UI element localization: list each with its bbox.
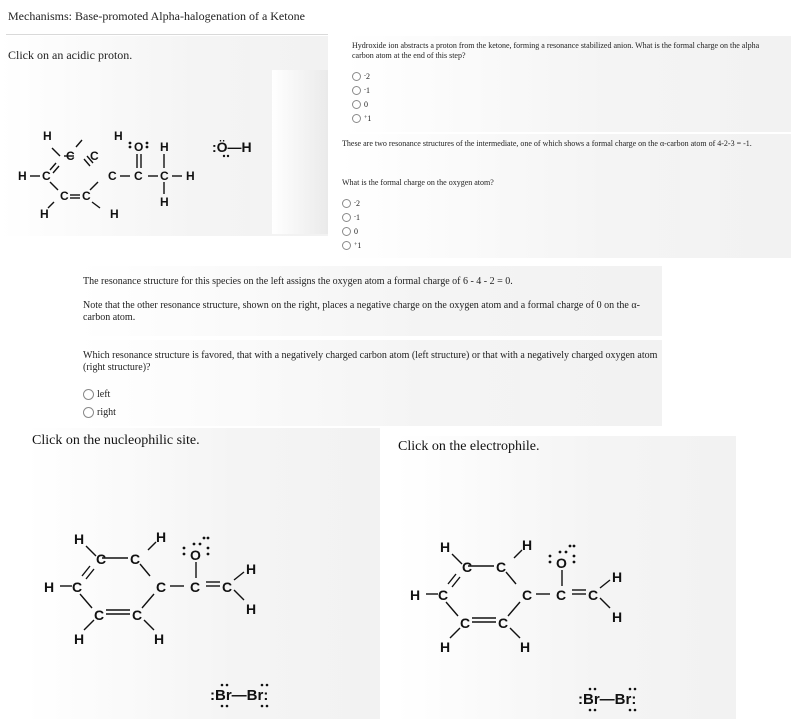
atom-label[interactable]: H: [110, 207, 119, 221]
atom-label: C: [60, 189, 69, 203]
radio-button[interactable]: [83, 389, 94, 400]
atom-label[interactable]: H: [154, 631, 165, 647]
panel2-prompt: Click on the nucleophilic site.: [32, 433, 200, 448]
question1-options: [352, 69, 371, 125]
atom-label[interactable]: H: [114, 129, 123, 143]
atom-label: C: [460, 615, 471, 631]
radio-button[interactable]: [352, 72, 361, 81]
atom-label: C: [496, 559, 507, 575]
q1-option-neg2[interactable]: - 2: [352, 69, 371, 83]
atom-label: C: [190, 579, 201, 595]
bromine-label: :Br—Br:: [578, 691, 637, 708]
bromine-molecule-left[interactable]: [210, 680, 290, 708]
atom-label[interactable]: H: [612, 609, 623, 625]
atom-label: C: [134, 169, 143, 183]
hydroxide-label: :Ö—H: [212, 139, 252, 155]
title-divider: [6, 34, 328, 35]
atom-label: C: [90, 149, 99, 163]
atom-label: C: [438, 587, 449, 603]
atom-label: C: [66, 149, 75, 163]
atom-label[interactable]: H: [74, 631, 85, 647]
q1-option-0[interactable]: 0: [352, 97, 371, 111]
explanation-paragraph-2: Note that the other resonance structure, shown on the right, places a negative charge on the oxygen atom and a formal charge of 0 on the α-carbon atom.: [83, 300, 640, 323]
atom-label[interactable]: H: [612, 569, 623, 585]
radio-button[interactable]: [352, 114, 361, 123]
panel3-prompt: Click on the electrophile.: [398, 439, 540, 454]
atom-label: C: [556, 587, 567, 603]
panel1-prompt: Click on an acidic proton.: [8, 48, 133, 62]
radio-button[interactable]: [352, 86, 361, 95]
atom-label: C: [94, 607, 105, 623]
q3-option-right[interactable]: right: [83, 403, 116, 421]
q3-option-left[interactable]: left: [83, 385, 116, 403]
oxygen-atom[interactable]: O: [134, 140, 144, 154]
q1-option-neg1[interactable]: - 1: [352, 83, 371, 97]
question2-text: What is the formal charge on the oxygen atom?: [342, 178, 494, 187]
atom-label: C: [72, 579, 83, 595]
bromine-molecule-right[interactable]: [578, 684, 660, 714]
q2-option-neg1[interactable]: - 1: [342, 210, 361, 224]
question3-options: [83, 385, 116, 421]
atom-label[interactable]: H: [43, 129, 52, 143]
atom-label: C: [462, 559, 473, 575]
atom-label[interactable]: H: [186, 169, 195, 183]
q1-option-pos1[interactable]: + 1: [352, 111, 371, 125]
oxygen-atom[interactable]: O: [556, 555, 567, 571]
radio-button[interactable]: [83, 407, 94, 418]
panel1-right-shade: [272, 70, 328, 234]
ketone-structure[interactable]: [10, 118, 210, 228]
enolate-structure-nucleophile[interactable]: [44, 528, 274, 648]
question1-text: Hydroxide ion abstracts a proton from the ketone, forming a resonance stabilized anion. What is the formal charge on the alpha carbon atom at the end of this step?: [352, 41, 760, 60]
atom-label: C: [96, 551, 107, 567]
atom-label[interactable]: H: [246, 561, 257, 577]
radio-button[interactable]: [342, 241, 351, 250]
atom-label[interactable]: H: [440, 639, 451, 655]
hydroxide-structure[interactable]: [212, 134, 272, 160]
enolate-structure-electrophile[interactable]: [410, 536, 640, 656]
page-title: Mechanisms: Base-promoted Alpha-halogenation of a Ketone: [8, 9, 305, 23]
bromine-label: :Br—Br:: [210, 687, 269, 704]
atom-label: C: [108, 169, 117, 183]
atom-label[interactable]: H: [74, 531, 85, 547]
atom-label[interactable]: H: [160, 195, 169, 209]
atom-label[interactable]: H: [246, 601, 257, 617]
atom-label[interactable]: H: [520, 639, 531, 655]
question3-text: Which resonance structure is favored, that with a negatively charged carbon atom (left structure) or that with a negatively charged oxygen atom (right structure)?: [83, 350, 658, 373]
q2-option-0[interactable]: 0: [342, 224, 361, 238]
atom-label[interactable]: H: [44, 579, 55, 595]
atom-label: C: [82, 189, 91, 203]
question2-intro: These are two resonance structures of the intermediate, one of which shows a formal charge on the α-carbon atom of 4-2-3 = -1.: [342, 139, 752, 148]
atom-label: C: [132, 607, 143, 623]
atom-label[interactable]: H: [410, 587, 421, 603]
q2-option-pos1[interactable]: + 1: [342, 238, 361, 252]
explanation-paragraph-1: The resonance structure for this species on the left assigns the oxygen atom a formal charge of 6 - 4 - 2 = 0.: [83, 276, 513, 287]
atom-label: C: [42, 169, 51, 183]
atom-label[interactable]: H: [522, 537, 533, 553]
alpha-carbon[interactable]: C: [588, 587, 599, 603]
atom-label: C: [498, 615, 509, 631]
question2-panel: [340, 134, 791, 258]
atom-label[interactable]: H: [440, 539, 451, 555]
atom-label: C: [130, 551, 141, 567]
atom-label: C: [522, 587, 533, 603]
atom-label[interactable]: H: [40, 207, 49, 221]
radio-button[interactable]: [342, 227, 351, 236]
q2-option-neg2[interactable]: - 2: [342, 196, 361, 210]
radio-button[interactable]: [342, 199, 351, 208]
radio-button[interactable]: [342, 213, 351, 222]
alpha-carbon[interactable]: C: [222, 579, 233, 595]
alpha-carbon[interactable]: C: [160, 169, 169, 183]
oxygen-atom[interactable]: O: [190, 547, 201, 563]
atom-label[interactable]: H: [156, 529, 167, 545]
radio-button[interactable]: [352, 100, 361, 109]
atom-label[interactable]: H: [18, 169, 27, 183]
question2-options: [342, 196, 361, 252]
atom-label[interactable]: H: [160, 140, 169, 154]
atom-label: C: [156, 579, 167, 595]
